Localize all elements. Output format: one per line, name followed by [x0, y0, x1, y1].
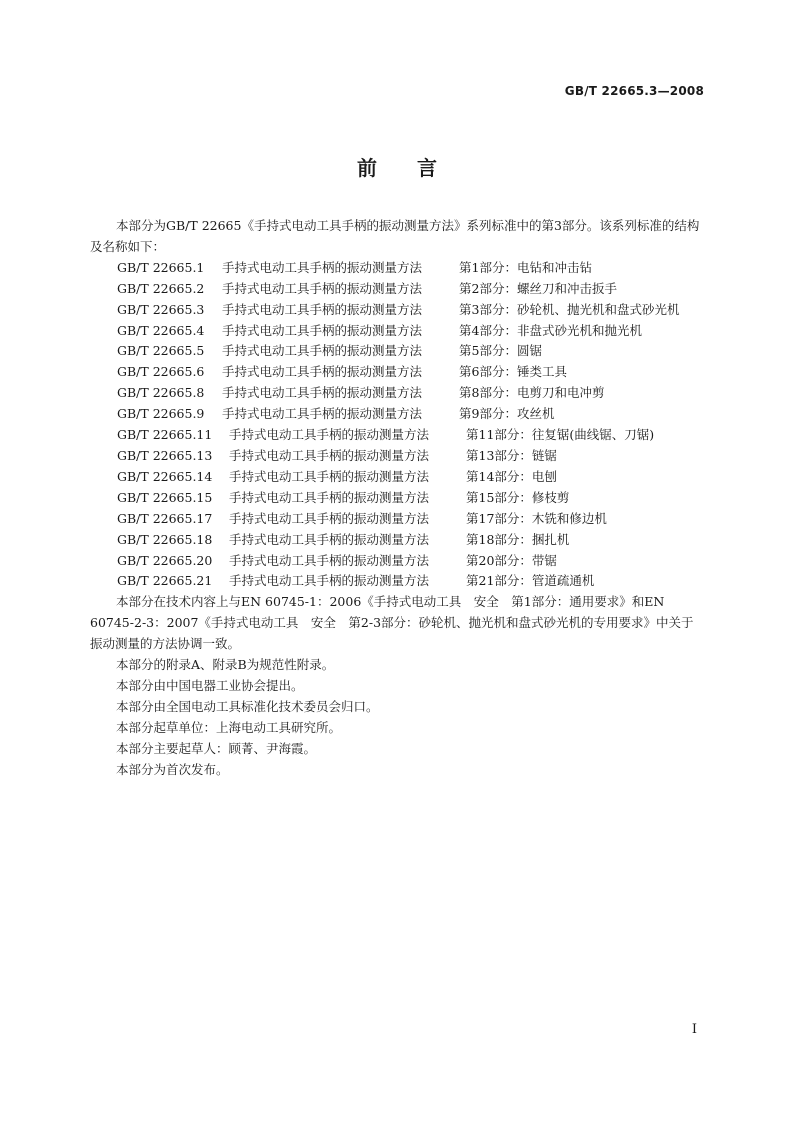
standard-title: 手持式电动工具手柄的振动测量方法	[222, 322, 423, 338]
list-item	[90, 383, 706, 404]
standard-part: 第18部分：捆扎机	[466, 531, 570, 547]
standard-title: 手持式电动工具手柄的振动测量方法	[229, 573, 430, 589]
standard-part: 第5部分：圆锯	[459, 343, 542, 359]
list-item	[90, 530, 706, 551]
standard-part: 第3部分：砂轮机、抛光机和盘式砂光机	[459, 301, 680, 317]
list-item	[90, 446, 706, 467]
document-code: GB/T 22665.3—2008	[564, 84, 704, 98]
list-item	[90, 300, 706, 321]
standard-number: GB/T 22665.2	[117, 280, 205, 296]
list-item	[90, 509, 706, 530]
standard-title: 手持式电动工具手柄的振动测量方法	[229, 427, 430, 443]
standard-number: GB/T 22665.1	[117, 259, 205, 275]
standard-number: GB/T 22665.15	[117, 489, 213, 505]
standard-part: 第6部分：锤类工具	[459, 364, 567, 380]
standard-number: GB/T 22665.8	[117, 385, 205, 401]
committee-paragraph: 本部分由全国电动工具标准化技术委员会归口。	[116, 698, 379, 714]
standard-part: 第20部分：带锯	[466, 552, 557, 568]
list-item	[90, 467, 706, 488]
standard-title: 手持式电动工具手柄的振动测量方法	[222, 364, 423, 380]
standard-title: 手持式电动工具手柄的振动测量方法	[229, 531, 430, 547]
standard-title: 手持式电动工具手柄的振动测量方法	[222, 385, 423, 401]
first-issue-paragraph: 本部分为首次发布。	[116, 761, 229, 777]
harmonization-paragraph: 本部分在技术内容上与EN 60745-1：2006《手持式电动工具 安全 第1部分：通用要求》和EN 60745-2-3：2007《手持式电动工具 安全 第2-3部分：砂轮机、抛光机和盘式砂光机的专用要求》中关于振动测量的方法协调一致。	[90, 594, 694, 652]
list-item	[90, 362, 706, 383]
standard-part: 第13部分：链锯	[466, 447, 557, 463]
standard-part: 第8部分：电剪刀和电冲剪	[459, 385, 605, 401]
standard-number: GB/T 22665.20	[117, 552, 213, 568]
standard-part: 第21部分：管道疏通机	[466, 573, 595, 589]
standard-part: 第14部分：电刨	[466, 468, 557, 484]
standard-number: GB/T 22665.21	[117, 573, 213, 589]
standard-part: 第4部分：非盘式砂光机和抛光机	[459, 322, 642, 338]
standard-title: 手持式电动工具手柄的振动测量方法	[229, 489, 430, 505]
standard-title: 手持式电动工具手柄的振动测量方法	[222, 343, 423, 359]
standard-number: GB/T 22665.6	[117, 364, 205, 380]
standard-title: 手持式电动工具手柄的振动测量方法	[229, 510, 430, 526]
list-item	[90, 488, 706, 509]
standard-title: 手持式电动工具手柄的振动测量方法	[229, 552, 430, 568]
list-item	[90, 341, 706, 362]
proposer-paragraph: 本部分由中国电器工业协会提出。	[116, 677, 304, 693]
standard-part: 第9部分：攻丝机	[459, 406, 555, 422]
list-item	[90, 571, 706, 592]
standard-part: 第2部分：螺丝刀和冲击扳手	[459, 280, 617, 296]
standard-number: GB/T 22665.5	[117, 343, 205, 359]
standard-title: 手持式电动工具手柄的振动测量方法	[229, 468, 430, 484]
standard-title: 手持式电动工具手柄的振动测量方法	[222, 280, 423, 296]
standard-part: 第11部分：往复锯(曲线锯、刀锯)	[466, 427, 655, 443]
drafters-paragraph: 本部分主要起草人：顾菁、尹海霞。	[116, 740, 317, 756]
intro-paragraph: 本部分为GB/T 22665《手持式电动工具手柄的振动测量方法》系列标准中的第3部分。该系列标准的结构及名称如下：	[90, 218, 700, 254]
list-item	[90, 425, 706, 446]
standard-number: GB/T 22665.13	[117, 447, 213, 463]
list-item	[90, 279, 706, 300]
standard-number: GB/T 22665.14	[117, 468, 213, 484]
standard-part: 第15部分：修枝剪	[466, 489, 570, 505]
standard-number: GB/T 22665.11	[117, 427, 213, 443]
standard-part: 第17部分：木铣和修边机	[466, 510, 607, 526]
standard-title: 手持式电动工具手柄的振动测量方法	[222, 301, 423, 317]
standard-part: 第1部分：电钻和冲击钻	[459, 259, 592, 275]
standard-number: GB/T 22665.18	[117, 531, 213, 547]
list-item	[90, 404, 706, 425]
standard-title: 手持式电动工具手柄的振动测量方法	[222, 259, 423, 275]
standard-number: GB/T 22665.17	[117, 510, 213, 526]
standard-number: GB/T 22665.3	[117, 301, 205, 317]
list-item	[90, 258, 706, 279]
page-title: 前言	[357, 156, 477, 180]
standard-number: GB/T 22665.9	[117, 406, 205, 422]
standard-number: GB/T 22665.4	[117, 322, 205, 338]
page-number: I	[691, 1022, 697, 1037]
annex-paragraph: 本部分的附录A、附录B为规范性附录。	[116, 657, 335, 673]
standard-title: 手持式电动工具手柄的振动测量方法	[229, 447, 430, 463]
standard-title: 手持式电动工具手柄的振动测量方法	[222, 406, 423, 422]
list-item	[90, 551, 706, 572]
document-body	[90, 216, 706, 780]
standard-list	[90, 258, 706, 593]
list-item	[90, 321, 706, 342]
drafting-unit-paragraph: 本部分起草单位：上海电动工具研究所。	[116, 719, 342, 735]
